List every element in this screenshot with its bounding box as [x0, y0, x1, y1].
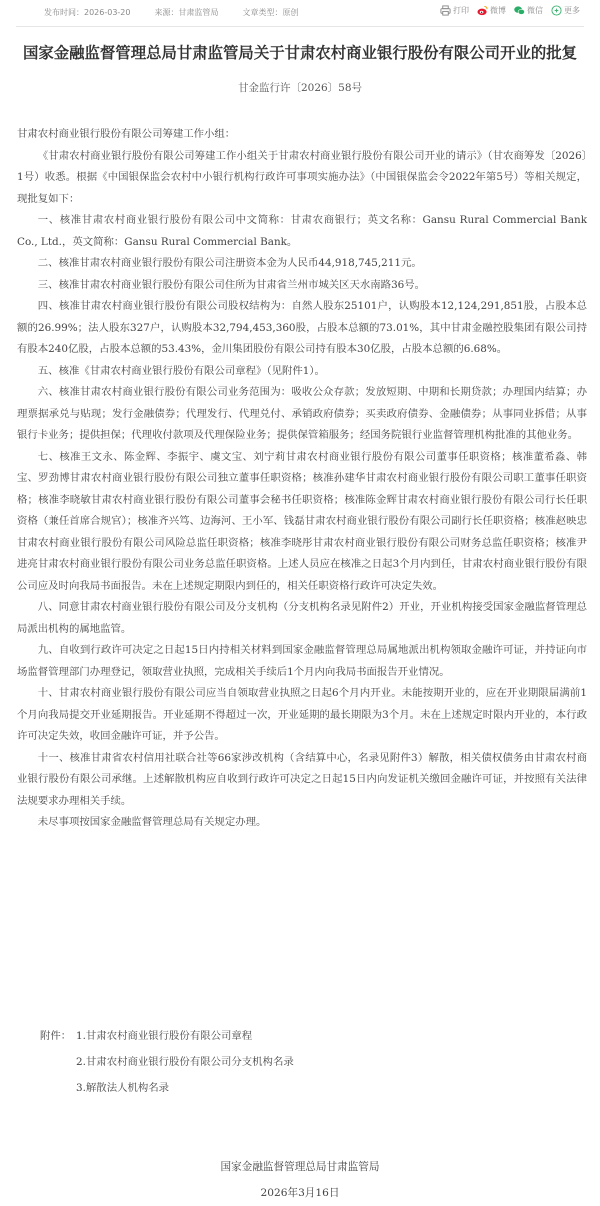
- paragraph-intro: 《甘肃农村商业银行股份有限公司筹建工作小组关于甘肃农村商业银行股份有限公司开业的请示》（甘农商筹发〔2026〕1号）收悉。根据《中国银保监会农村中小银行机构行政许可事项实施办法》（中国银保监会令2022年第5号）等相关规定，现批复如下：: [17, 149, 587, 205]
- paragraph-8: 八、同意甘肃农村商业银行股份有限公司及分支机构（分支机构名录见附件2）开业，开业机构接受国家金融监督管理总局派出机构的属地监管。: [17, 601, 587, 635]
- print-label: 打印: [453, 6, 469, 15]
- publish-time: 发布时间：2026-03-20: [44, 8, 131, 17]
- paragraph-9: 九、自收到行政许可决定之日起15日内持相关材料到国家金融监督管理总局属地派出机构领取金融许可证，并持证向市场监督管理部门办理登记，领取营业执照，完成相关手续后1个月内向我局书面报告开业情况。: [17, 644, 587, 678]
- attachment-2: 2.甘肃农村商业银行股份有限公司分支机构名录: [76, 1056, 294, 1068]
- attachment-item: [40, 1049, 294, 1075]
- attachment-item: [40, 1075, 294, 1101]
- weibo-share-button[interactable]: [477, 5, 506, 16]
- wechat-label: 微信: [527, 6, 543, 15]
- document-body: [17, 124, 587, 834]
- paragraph-4: 四、核准甘肃农村商业银行股份有限公司股权结构为：自然人股东25101户，认购股本12,124,291,851股，占股本总额的26.99%；法人股东327户，认购股本32,794,453,360股，占股本总额的73.01%，其中甘肃金融控股集团有限公司持有股本240亿股，占股本总额的53.43%，金川集团股份有限公司持有股本30亿股，占股本总额的6.68%。: [17, 300, 587, 355]
- document-title: 国家金融监督管理总局甘肃监管局关于甘肃农村商业银行股份有限公司开业的批复: [22, 44, 578, 62]
- paragraph-closing: 未尽事项按国家金融监督管理总局有关规定办理。: [37, 816, 267, 828]
- more-label: 更多: [564, 6, 580, 15]
- paragraph-11: 十一、核准甘肃省农村信用社联合社等66家涉改机构（含结算中心，名录见附件3）解散，相关债权债务由甘肃农村商业银行股份有限公司承继。上述解散机构应自收到行政许可决定之日起15日内向发证机关缴回金融许可证，并按照有关法律法规要求办理相关手续。: [17, 751, 587, 807]
- signature-block: [0, 1154, 600, 1206]
- paragraph-10: 十、甘肃农村商业银行股份有限公司应当自领取营业执照之日起6个月内开业。未能按期开业的，应在开业期限届满前1个月向我局提交开业延期报告。开业延期不得超过一次，开业延期的最长期限为3个月。未在上述规定时限内开业的，本行政许可决定失效，收回金融许可证，并予公告。: [17, 687, 587, 742]
- print-button[interactable]: [440, 5, 469, 16]
- issue-date: 2026年3月16日: [260, 1187, 340, 1199]
- more-icon: [551, 5, 562, 16]
- article-meta-bar: [16, 0, 584, 27]
- paragraph-1: 一、核准甘肃农村商业银行股份有限公司中文简称：甘肃农商银行；英文名称：Gansu Rural Commercial Bank Co., Ltd.，英文简称：Gansu Rural Commercial Bank。: [17, 214, 587, 248]
- attachments-list: [40, 1023, 294, 1101]
- document-number: 甘金监行许〔2026〕58号: [237, 82, 363, 94]
- weibo-label: 微博: [490, 6, 506, 15]
- paragraph-6: 六、核准甘肃农村商业银行股份有限公司业务范围为：吸收公众存款；发放短期、中期和长期贷款；办理国内结算；办理票据承兑与贴现；发行金融债券；代理发行、代理兑付、承销政府债券；买卖政府债券、金融债券；从事同业拆借；从事银行卡业务；提供担保；代理收付款项及代理保险业务；提供保管箱服务；经国务院银行业监督管理机构批准的其他业务。: [17, 386, 587, 441]
- more-share-button[interactable]: [551, 5, 580, 16]
- salutation: 甘肃农村商业银行股份有限公司筹建工作小组：: [17, 128, 236, 140]
- paragraph-7: 七、核准王文永、陈金辉、李振宇、虞文宝、刘宁莉甘肃农村商业银行股份有限公司董事任职资格；核准董希淼、韩宝、罗劲博甘肃农村商业银行股份有限公司独立董事任职资格；核准孙建华甘肃农村商业银行股份有限公司职工董事任职资格；核准李晓敏甘肃农村商业银行股份有限公司董事会秘书任职资格；核准陈金辉甘肃农村商业银行股份有限公司行长任职资格（兼任首席合规官）；核准齐兴笃、边海河、王小军、钱磊甘肃农村商业银行股份有限公司副行长任职资格；核准赵映忠甘肃农村商业银行股份有限公司风险总监任职资格；核准李晓彤甘肃农村商业银行股份有限公司财务总监任职资格；核准尹进亮甘肃农村商业银行股份有限公司业务总监任职资格。上述人员应在核准之日起3个月内到任，甘肃农村商业银行股份有限公司应及时向我局书面报告。未在上述规定期限内到任的，相关任职资格行政许可决定失效。: [17, 450, 587, 592]
- paragraph-3: 三、核准甘肃农村商业银行股份有限公司住所为甘肃省兰州市城关区天水南路36号。: [37, 278, 426, 291]
- wechat-icon: [514, 5, 525, 16]
- issuer: 国家金融监督管理总局甘肃监管局: [220, 1161, 380, 1173]
- wechat-share-button[interactable]: [514, 5, 543, 16]
- article-source: 来源：甘肃监管局: [154, 8, 219, 17]
- attachment-item: [40, 1023, 294, 1049]
- share-toolbar: [440, 5, 580, 16]
- attachment-3: 3.解散法人机构名录: [76, 1082, 170, 1094]
- print-icon: [440, 5, 451, 16]
- article-type: 文章类型：原创: [242, 8, 299, 17]
- paragraph-2: 二、核准甘肃农村商业银行股份有限公司注册资本金为人民币44,918,745,211元。: [37, 257, 422, 269]
- attachments-label: 附件：: [40, 1030, 72, 1042]
- weibo-icon: [477, 5, 488, 16]
- article-meta-info: [44, 7, 299, 18]
- paragraph-5: 五、核准《甘肃农村商业银行股份有限公司章程》（见附件1）。: [37, 364, 325, 377]
- attachment-1: 1.甘肃农村商业银行股份有限公司章程: [76, 1030, 253, 1042]
